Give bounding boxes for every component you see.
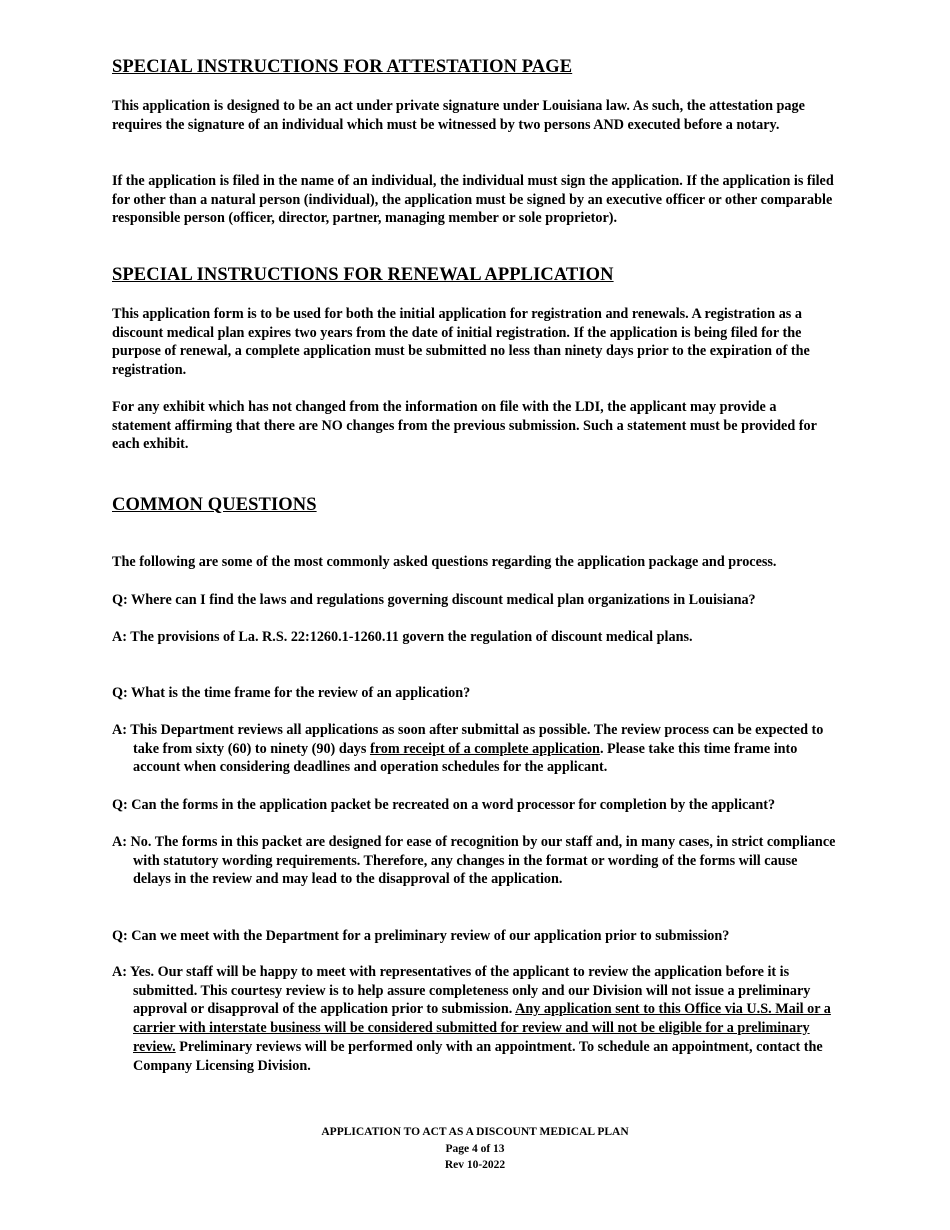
- question-2: Q: What is the time frame for the review of an application?: [112, 685, 471, 701]
- common-intro: The following are some of the most commonly asked questions regarding the application package and process.: [112, 554, 777, 570]
- footer-page-number: Page 4 of 13: [445, 1142, 505, 1155]
- attestation-paragraph-2: If the application is filed in the name of an individual, the individual must sign the application. If the application is filed for other than a natural person (individual), the application must be signed by an executive officer or other comparable responsible person (officer, director, partner, managing member or sole proprietor).: [112, 173, 834, 227]
- renewal-paragraph-1: This application form is to be used for both the initial application for registration and renewals. A registration as a discount medical plan expires two years from the date of initial registration. If the application is being filed for the purpose of renewal, a complete application must be submitted no less than ninety days prior to the expiration of the registration.: [112, 306, 810, 379]
- renewal-heading: SPECIAL INSTRUCTIONS FOR RENEWAL APPLICATION: [112, 265, 614, 285]
- answer-2-underlined: from receipt of a complete application: [369, 740, 600, 757]
- footer-revision: Rev 10-2022: [444, 1159, 506, 1171]
- answer-3: A: No. The forms in this packet are designed for ease of recognition by our staff and, in many cases, in strict compliance with statutory wording requirements. Therefore, any changes in the format or wording of the forms will cause delays in the review and may lead to the disapproval of the application.: [112, 834, 836, 888]
- question-3: Q: Can the forms in the application packet be recreated on a word processor for completion by the applicant?: [112, 797, 776, 813]
- answer-2: A: This Department reviews all applications as soon after submittal as possible. The review process can be expected to take from sixty (60) to ninety (90) days from receipt of a complete application. Please take this time frame into account when considering deadlines and operation schedules for the applicant.: [112, 722, 824, 776]
- question-1: Q: Where can I find the laws and regulations governing discount medical plan organizations in Louisiana?: [112, 592, 756, 608]
- footer-title: APPLICATION TO ACT AS A DISCOUNT MEDICAL PLAN: [321, 1126, 629, 1138]
- attestation-heading: SPECIAL INSTRUCTIONS FOR ATTESTATION PAGE: [112, 57, 573, 77]
- answer-4: A: Yes. Our staff will be happy to meet with representatives of the applicant to review the application before it is submitted. This courtesy review is to help assure completeness only and our Division will not issue a preliminary approval or disapproval of the application prior to submission. Any application sent to this Office via U.S. Mail or a carrier with interstate business will be considered submitted for review and will not be eligible for a preliminary review. Preliminary reviews will be performed only with an appointment. To schedule an appointment, contact the Company Licensing Division.: [112, 964, 831, 1074]
- common-questions-heading: COMMON QUESTIONS: [112, 495, 317, 515]
- renewal-paragraph-2: For any exhibit which has not changed from the information on file with the LDI, the applicant may provide a statement affirming that there are NO changes from the previous submission. Such a statement must be provided for each exhibit.: [112, 399, 817, 453]
- answer-4-underlined: Any application sent to this Office via U.S. Mail or a carrier with interstate business will be considered submitted for review and will not be eligible for a preliminary review.: [133, 1001, 831, 1055]
- attestation-paragraph-1: This application is designed to be an act under private signature under Louisiana law. As such, the attestation page requires the signature of an individual which must be witnessed by two persons AND executed before a notary.: [112, 98, 805, 133]
- question-4: Q: Can we meet with the Department for a preliminary review of our application prior to submission?: [112, 928, 730, 944]
- page-footer: [0, 1124, 950, 1174]
- answer-1: A: The provisions of La. R.S. 22:1260.1-1260.11 govern the regulation of discount medical plans.: [112, 629, 693, 645]
